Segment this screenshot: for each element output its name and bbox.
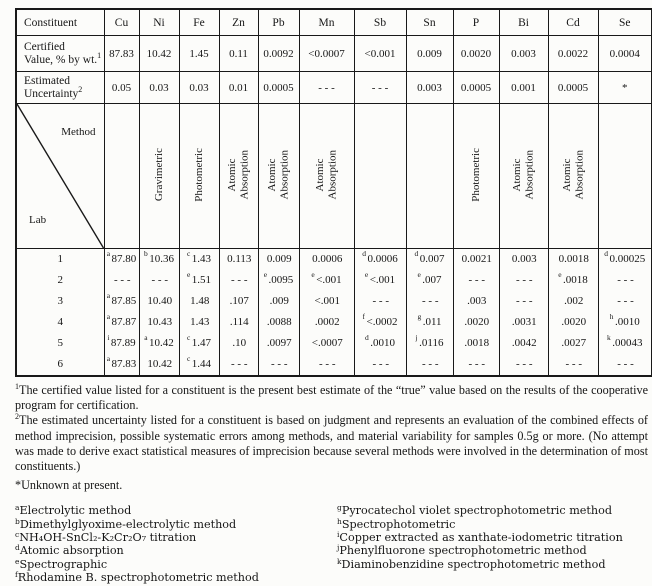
value-text: .0031 [511, 316, 537, 328]
value-text: - - - [372, 358, 389, 370]
element-header-sb: Sb [354, 9, 406, 36]
uncertainty-cell: 0.05 [104, 72, 139, 104]
lab-number: 1 [16, 249, 104, 271]
result-cell [499, 249, 548, 271]
value-text: .007 [422, 274, 442, 286]
value-text: .0010 [615, 316, 640, 328]
result-cell [179, 312, 219, 333]
result-cell [354, 354, 406, 376]
method-cell-p: Photometric [453, 104, 499, 249]
lab-number: 3 [16, 291, 104, 312]
value-text: .009 [269, 295, 289, 307]
value-text: .0027 [561, 337, 587, 349]
value-text: <.001 [314, 295, 340, 307]
value-text: .00043 [612, 337, 643, 349]
result-cell [104, 312, 139, 333]
result-cell [499, 291, 548, 312]
value-text: 87.89 [110, 337, 136, 349]
value-text: .0020 [464, 316, 490, 328]
footnote-marker: e [15, 556, 20, 566]
uncertainty-cell: 0.0005 [453, 72, 499, 104]
value-text: 0.003 [511, 253, 537, 265]
uncertainty-cell: - - - [299, 72, 354, 104]
value-text: 1.44 [191, 358, 212, 370]
footnote-marker: c [15, 530, 20, 540]
value-text: .0097 [266, 337, 292, 349]
method-key-item-a: $^a$Electrolytic method [15, 503, 132, 518]
result-cell [406, 249, 453, 271]
method-key-item-g: $^g$Pyrocatechol violet spectrophotometric method [337, 503, 613, 518]
value-text: .0018 [563, 274, 588, 286]
result-cell [499, 333, 548, 354]
value-text: .0018 [464, 337, 490, 349]
certified-cell: 87.83 [104, 36, 139, 72]
method-cell-mn: Atomic Absorption [299, 104, 354, 249]
certified-cell: 0.0022 [548, 36, 598, 72]
result-cell [548, 354, 598, 376]
result-cell [139, 354, 179, 376]
footnote-marker: e [263, 270, 268, 279]
value-text: <.001 [369, 274, 396, 286]
result-cell [179, 249, 219, 271]
label-line: Value, % by wt.$^1$ [24, 50, 102, 66]
result-cell [499, 354, 548, 376]
footnote-marker: i [337, 530, 340, 540]
value-text: <.0002 [366, 316, 398, 328]
result-cell [139, 312, 179, 333]
method-key-left-column [15, 503, 340, 584]
footnotes-section [15, 383, 648, 493]
result-cell [548, 291, 598, 312]
value-text: .002 [564, 295, 584, 307]
value-text: <.001 [316, 274, 342, 286]
value-text: 0.00025 [609, 253, 646, 265]
lab-row-3 [16, 291, 652, 312]
result-cell [598, 333, 652, 354]
lab-number: 2 [16, 270, 104, 291]
result-cell [354, 270, 406, 291]
value-text: 10.42 [147, 358, 173, 370]
lab-row-6 [16, 354, 652, 376]
result-cell [598, 249, 652, 271]
uncertainty-cell: 0.001 [499, 72, 548, 104]
footnote-marker: j [337, 543, 340, 553]
value-text: 0.007 [419, 253, 445, 265]
value-text: 0.0021 [461, 253, 492, 265]
result-cell [299, 354, 354, 376]
result-cell [548, 312, 598, 333]
method-key-item-k: $^k$Diaminobenzidine spectrophotometric method [337, 556, 606, 571]
value-text: 10.36 [149, 253, 174, 265]
result-cell [104, 291, 139, 312]
value-text: 0.0006 [367, 253, 398, 265]
method-cell-cu [104, 104, 139, 249]
method-cell-sn [406, 104, 453, 249]
method-cell-ni: Gravimetric [139, 104, 179, 249]
element-header-pb: Pb [258, 9, 299, 36]
footnote-marker: f [362, 312, 366, 321]
result-cell [354, 333, 406, 354]
value-text: - - - [231, 274, 248, 286]
uncertainty-cell: 0.03 [139, 72, 179, 104]
footnote-marker: 1 [15, 381, 19, 391]
footnote-text: Unknown at present. [21, 478, 123, 493]
result-cell [406, 291, 453, 312]
result-cell [104, 354, 139, 376]
footnote-2 [15, 413, 648, 474]
header-row [16, 9, 652, 36]
result-cell [258, 270, 299, 291]
footnote-marker: 2 [78, 84, 83, 94]
method-cell-se [598, 104, 652, 249]
certified-cell: 0.003 [499, 36, 548, 72]
value-text: 1.51 [191, 274, 212, 286]
value-text: 0.009 [266, 253, 292, 265]
result-cell [299, 291, 354, 312]
value-text: - - - [372, 295, 389, 307]
value-text: - - - [468, 358, 485, 370]
value-text: - - - [617, 274, 634, 286]
method-cell-pb: Atomic Absorption [258, 104, 299, 249]
element-header-sn: Sn [406, 9, 453, 36]
footnote-marker: c [186, 333, 191, 342]
method-lab-corner-cell [16, 104, 104, 249]
result-cell [258, 249, 299, 271]
certified-cell: 0.009 [406, 36, 453, 72]
value-text: <.0007 [311, 337, 343, 349]
result-cell [139, 291, 179, 312]
value-text: - - - [617, 295, 634, 307]
lab-label: Lab [29, 214, 47, 226]
value-text: .003 [467, 295, 487, 307]
asterisk-marker: * [15, 478, 22, 493]
uncertainty-cell: 0.03 [179, 72, 219, 104]
footnote-marker: d [362, 249, 366, 258]
result-cell [219, 249, 258, 271]
value-text: 1.48 [190, 295, 210, 307]
method-cell-bi: Atomic Absorption [499, 104, 548, 249]
value-text: .0116 [419, 337, 444, 349]
certified-cell: 10.42 [139, 36, 179, 72]
element-header-fe: Fe [179, 9, 219, 36]
footnote-marker: 1 [97, 50, 102, 60]
method-key-section [15, 504, 652, 584]
result-cell [219, 270, 258, 291]
method-cell-cd: Atomic Absorption [548, 104, 598, 249]
footnote-marker: d [365, 333, 369, 342]
value-text: .107 [229, 295, 249, 307]
uncertainty-cell: - - - [354, 72, 406, 104]
footnote-marker: c [186, 249, 191, 258]
footnote-marker: e [417, 270, 421, 279]
method-key-right-column [337, 504, 652, 584]
footnote-marker: f [15, 569, 18, 579]
value-text: .0095 [268, 274, 294, 286]
value-text: 10.40 [147, 295, 173, 307]
uncertainty-cell: 0.01 [219, 72, 258, 104]
value-text: - - - [319, 358, 336, 370]
footnote-marker: a [15, 503, 20, 513]
label-line: Estimated [24, 74, 70, 87]
certified-value-label [16, 36, 104, 72]
result-cell [499, 270, 548, 291]
value-text: 0.113 [227, 253, 252, 265]
value-text: 0.0006 [312, 253, 343, 265]
footnote-marker: j [415, 333, 418, 342]
result-cell [179, 270, 219, 291]
result-cell [453, 333, 499, 354]
uncertainty-cell: 0.0005 [258, 72, 299, 104]
label-line: Uncertainty$^2$ [24, 84, 83, 100]
element-header-zn: Zn [219, 9, 258, 36]
method-key-item-i: $^i$Copper extracted as xanthate-iodometric titration [337, 530, 623, 545]
result-cell [354, 291, 406, 312]
value-text: .011 [422, 316, 442, 328]
lab-number: 4 [16, 312, 104, 333]
value-text: - - - [114, 274, 131, 286]
footnote-marker: a [106, 249, 111, 258]
method-key-item-f: $^f$Rhodamine B. spectrophotometric method [15, 569, 259, 584]
element-header-bi: Bi [499, 9, 548, 36]
value-text: - - - [422, 358, 439, 370]
value-text: 10.43 [147, 316, 173, 328]
value-text: - - - [231, 358, 248, 370]
result-cell [104, 333, 139, 354]
method-cell-fe: Photometric [179, 104, 219, 249]
result-cell [354, 312, 406, 333]
lab-row-4 [16, 312, 652, 333]
value-text: - - - [516, 295, 533, 307]
footnote-marker: d [414, 249, 419, 258]
result-cell [139, 333, 179, 354]
footnote-marker: c [186, 354, 191, 363]
result-cell [453, 312, 499, 333]
value-text: - - - [422, 295, 439, 307]
footnote-text: The estimated uncertainty listed for a constituent is based on judgment and represents an evaluation of the combined effects of method imprecision, possible systematic errors among methods, and material variability for samples 0.5g or more. (No attempt was made to derive exact statistical measures of imprecision because several methods were involved in the determination of most constituents.) [15, 413, 648, 474]
certified-cell: 0.11 [219, 36, 258, 72]
result-cell [179, 333, 219, 354]
value-text: - - - [151, 274, 168, 286]
footnote-1 [15, 383, 648, 413]
footnote-marker: d [15, 543, 20, 553]
result-cell [219, 312, 258, 333]
method-cell-zn: Atomic Absorption [219, 104, 258, 249]
footnote-marker: e [364, 270, 369, 279]
value-text: - - - [516, 358, 533, 370]
footnote-marker: a [106, 312, 111, 321]
result-cell [406, 270, 453, 291]
lab-row-1 [16, 249, 652, 271]
value-text: .114 [229, 316, 249, 328]
footnote-marker: d [604, 249, 608, 258]
footnote-marker: a [106, 291, 111, 300]
footnote-marker: e [186, 270, 191, 279]
element-header-ni: Ni [139, 9, 179, 36]
footnote-marker: b [15, 516, 20, 526]
result-cell [598, 312, 652, 333]
result-cell [104, 270, 139, 291]
result-cell [258, 354, 299, 376]
certified-cell: <0.0007 [299, 36, 354, 72]
method-key-item-b: $^b$Dimethylglyoxime-electrolytic method [15, 516, 237, 531]
footnote-marker: k [607, 333, 611, 342]
value-text: 1.43 [190, 316, 210, 328]
footnote-marker: g [337, 503, 342, 513]
result-cell [453, 354, 499, 376]
value-text: 87.85 [111, 295, 137, 307]
footnote-marker: e [558, 270, 562, 279]
footnote-marker: a [106, 354, 111, 363]
value-text: .0088 [266, 316, 292, 328]
result-cell [499, 312, 548, 333]
result-cell [299, 312, 354, 333]
method-key-item-c: $^c$NH₄OH-SnCl₂-K₂Cr₂O₇ titration [15, 530, 197, 545]
result-cell [258, 333, 299, 354]
result-cell [406, 333, 453, 354]
result-cell [406, 354, 453, 376]
lab-number: 5 [16, 333, 104, 354]
result-cell [219, 291, 258, 312]
element-header-mn: Mn [299, 9, 354, 36]
value-text: - - - [516, 274, 533, 286]
result-cell [179, 291, 219, 312]
method-key-item-h: $^h$Spectrophotometric [337, 516, 456, 531]
result-cell [598, 270, 652, 291]
result-cell [598, 354, 652, 376]
certified-cell: 0.0004 [598, 36, 652, 72]
element-header-se: Se [598, 9, 652, 36]
result-cell [258, 312, 299, 333]
constituent-header-cell: Constituent [16, 9, 104, 36]
footnote-text: The certified value listed for a constituent is the present best estimate of the “true” value based on the results of the cooperative program for certification. [15, 383, 648, 413]
certified-cell: 0.0020 [453, 36, 499, 72]
result-cell [548, 333, 598, 354]
method-key-item-e: $^e$Spectrographic [15, 556, 108, 571]
footnote-marker: b [144, 249, 148, 258]
result-cell [453, 291, 499, 312]
method-row [16, 104, 652, 249]
result-cell [179, 354, 219, 376]
element-header-cu: Cu [104, 9, 139, 36]
lab-row-5 [16, 333, 652, 354]
value-text: - - - [565, 358, 582, 370]
result-cell [548, 249, 598, 271]
element-header-p: P [453, 9, 499, 36]
value-text: 0.0018 [558, 253, 589, 265]
result-cell [139, 249, 179, 271]
analysis-table [15, 8, 652, 377]
footnote-marker: a [144, 333, 148, 342]
result-cell [299, 249, 354, 271]
value-text: - - - [468, 274, 485, 286]
result-cell [548, 270, 598, 291]
unknown-note [15, 478, 648, 493]
label-line: Certified [24, 40, 65, 53]
result-cell [219, 333, 258, 354]
value-text: .0010 [370, 337, 395, 349]
value-text: 87.87 [111, 316, 137, 328]
footnote-marker: i [107, 333, 110, 342]
result-cell [299, 270, 354, 291]
lab-row-2 [16, 270, 652, 291]
value-text: .0002 [314, 316, 340, 328]
method-label: Method [61, 126, 96, 138]
value-text: - - - [271, 358, 288, 370]
result-cell [453, 270, 499, 291]
result-cell [598, 291, 652, 312]
result-cell [139, 270, 179, 291]
uncertainty-cell: 0.0005 [548, 72, 598, 104]
value-text: 10.42 [149, 337, 174, 349]
uncertainty-label [16, 72, 104, 104]
method-key-item-j: $^j$Phenylfluorone spectrophotometric method [337, 543, 587, 558]
uncertainty-row [16, 72, 652, 104]
result-cell [453, 249, 499, 271]
result-cell [354, 249, 406, 271]
certified-cell: 1.45 [179, 36, 219, 72]
value-text: 87.80 [111, 253, 137, 265]
value-text: .10 [232, 337, 247, 349]
footnote-marker: 2 [15, 412, 19, 422]
value-text: .0020 [561, 316, 587, 328]
method-key-item-d: $^d$Atomic absorption [15, 543, 124, 558]
result-cell [299, 333, 354, 354]
result-cell [219, 354, 258, 376]
footnote-marker: g [417, 312, 422, 321]
certified-cell: 0.0092 [258, 36, 299, 72]
method-cell-sb [354, 104, 406, 249]
lab-number: 6 [16, 354, 104, 376]
footnote-marker: e [311, 270, 315, 279]
footnote-marker: k [337, 556, 342, 566]
value-text: 87.83 [111, 358, 137, 370]
value-text: - - - [617, 358, 634, 370]
result-cell [104, 249, 139, 271]
certified-value-row [16, 36, 652, 72]
element-header-cd: Cd [548, 9, 598, 36]
uncertainty-cell: * [598, 72, 652, 104]
result-cell [406, 312, 453, 333]
footnote-marker: h [609, 312, 614, 321]
result-cell [258, 291, 299, 312]
value-text: 1.43 [191, 253, 212, 265]
footnote-marker: h [337, 516, 342, 526]
uncertainty-cell: 0.003 [406, 72, 453, 104]
value-text: .0042 [511, 337, 537, 349]
value-text: 1.47 [191, 337, 212, 349]
certified-cell: <0.001 [354, 36, 406, 72]
